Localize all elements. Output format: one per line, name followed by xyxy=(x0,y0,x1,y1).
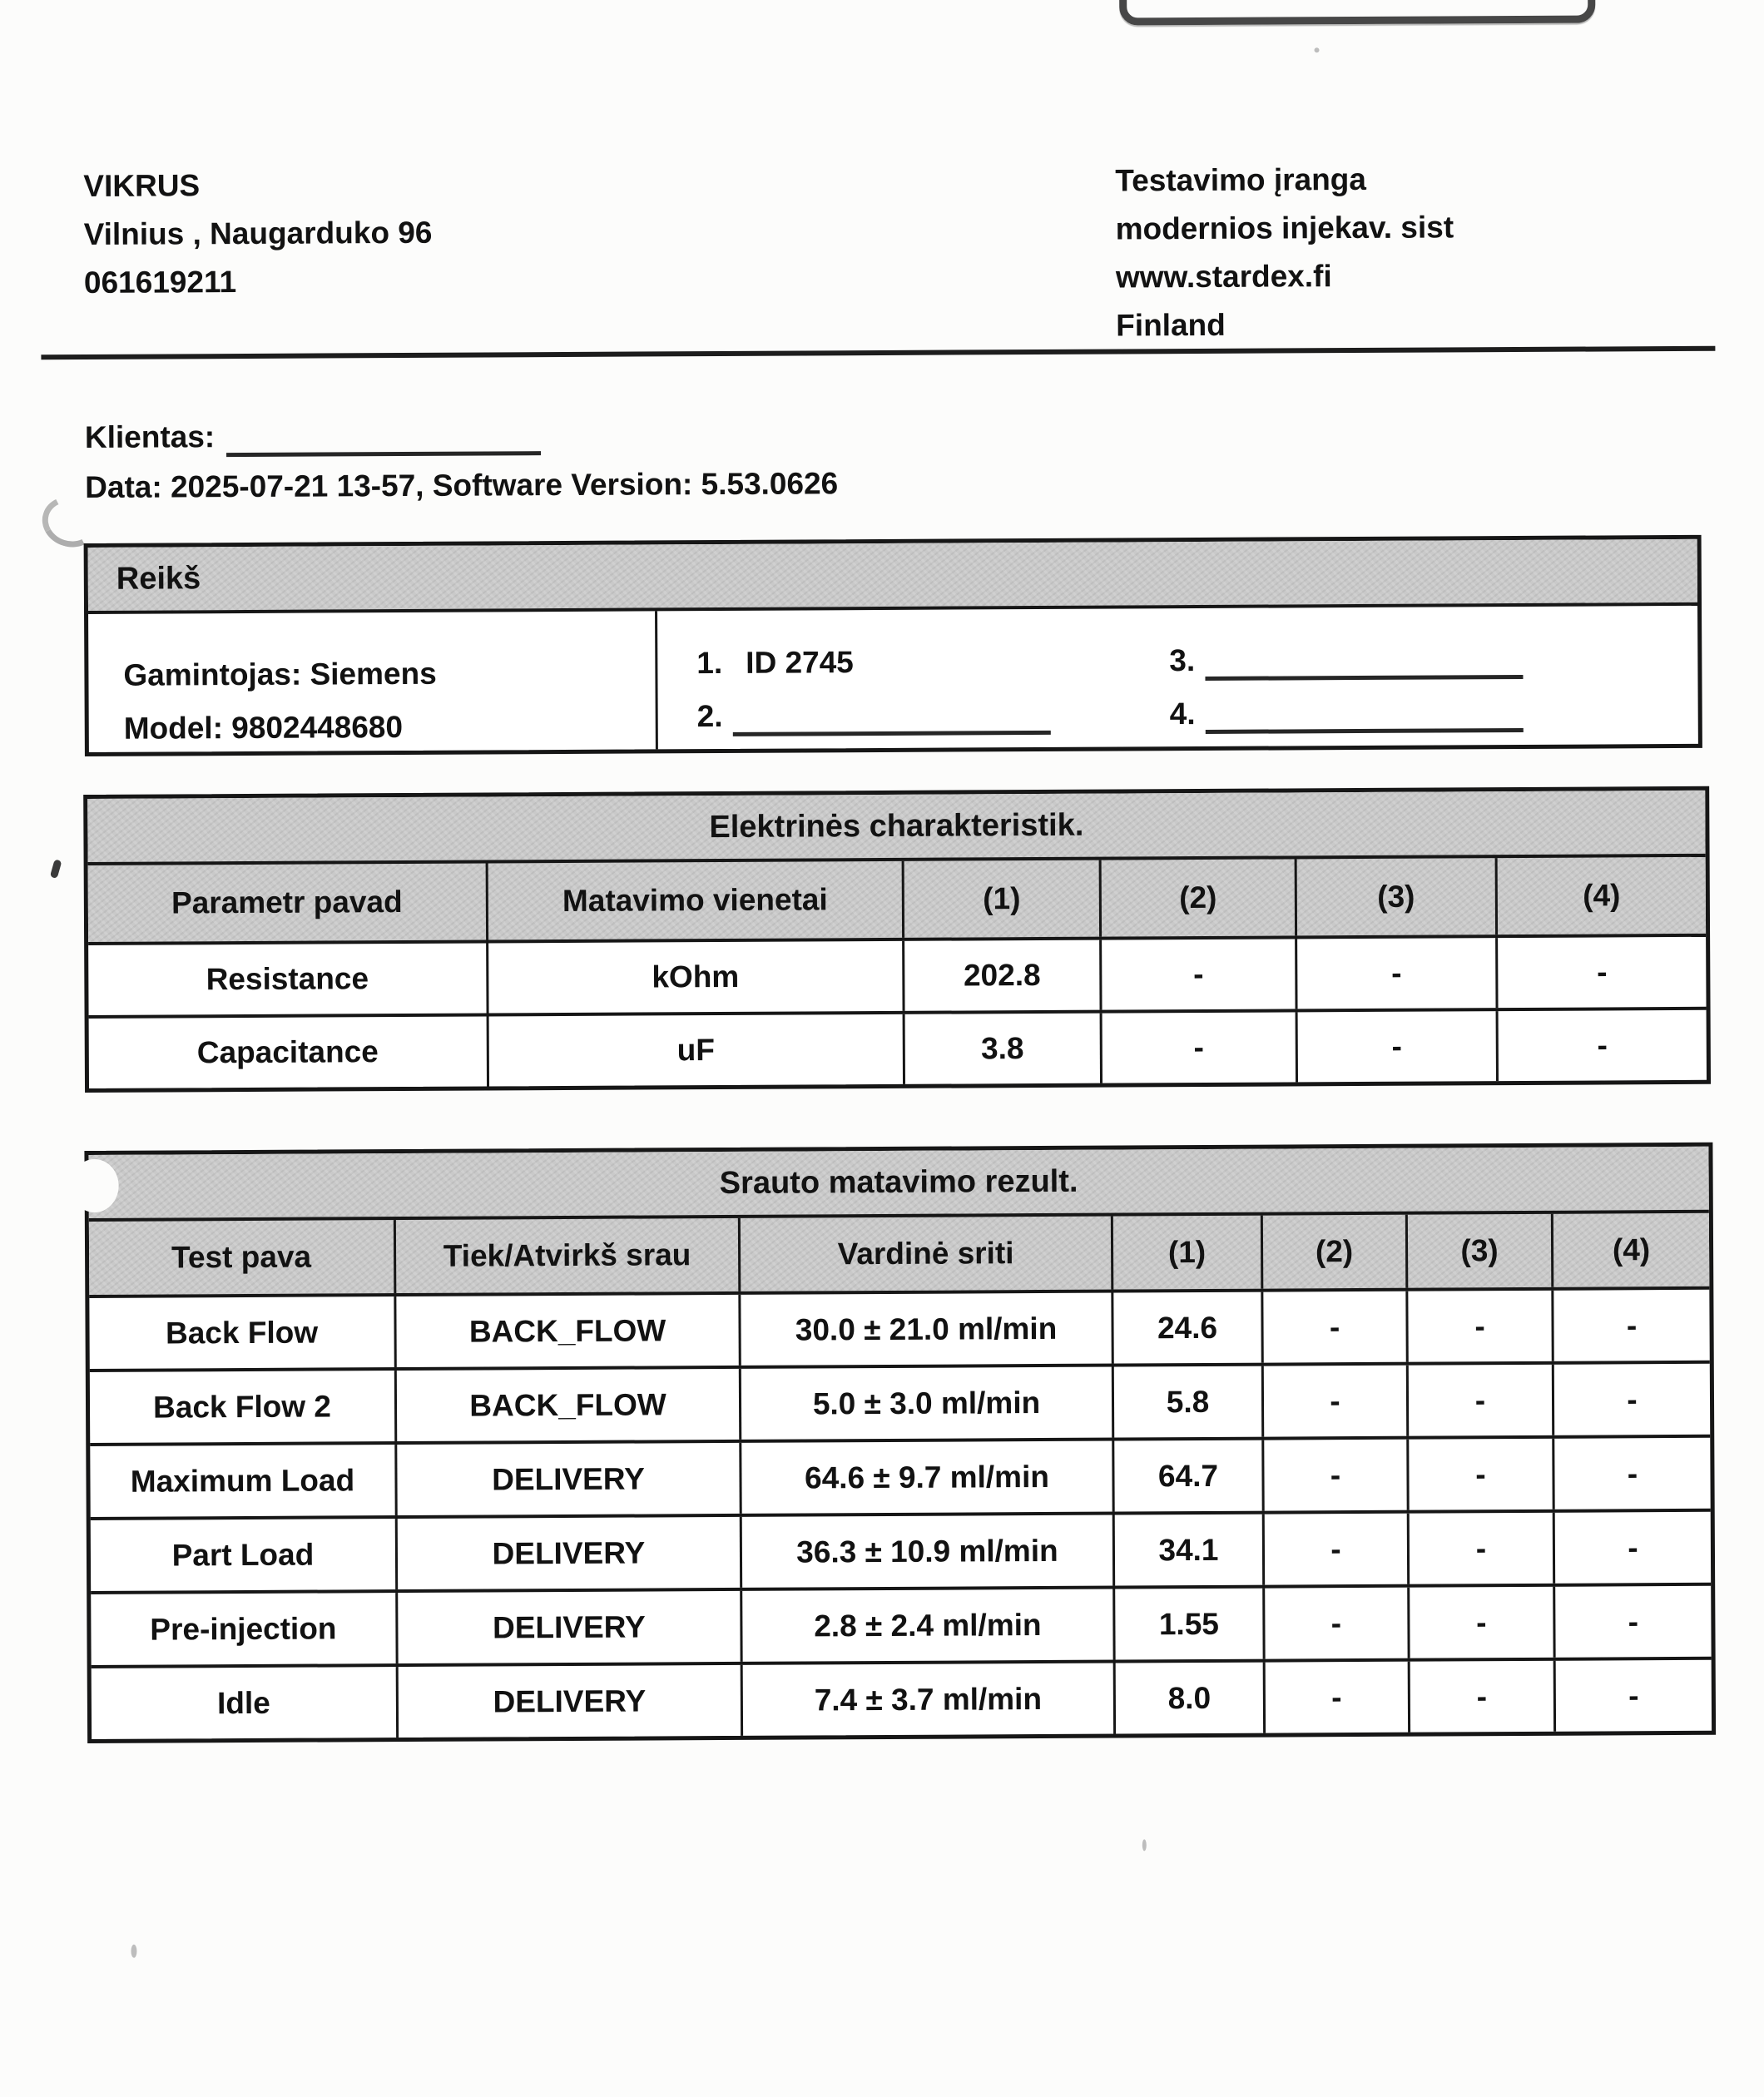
spec-field-2 xyxy=(697,697,1051,736)
table-cell: - xyxy=(1406,1439,1552,1510)
table-cell: - xyxy=(1100,1012,1296,1083)
spec-field-1 xyxy=(696,645,854,681)
company-address: Vilnius , Naugarduko 96 xyxy=(83,215,433,252)
manufacturer-line: Gamintojas: Siemens xyxy=(123,656,437,692)
table-cell: 5.8 xyxy=(1112,1366,1261,1438)
client-line xyxy=(85,418,541,458)
model-line: Model: 9802448680 xyxy=(123,710,404,746)
table-cell: - xyxy=(1552,1364,1710,1435)
equipment-header-block xyxy=(1115,155,1454,350)
table-cell: - xyxy=(1261,1291,1405,1363)
electrical-header-units: Matavimo vienetai xyxy=(486,861,902,940)
table-cell: - xyxy=(1262,1588,1407,1659)
client-blank-line xyxy=(226,419,541,457)
flow-header-nominal: Vardinė sriti xyxy=(738,1217,1111,1291)
table-cell: BACK_FLOW xyxy=(394,1295,738,1367)
table-cell: - xyxy=(1296,1011,1496,1082)
table-cell: 34.1 xyxy=(1112,1514,1262,1586)
table-cell: 24.6 xyxy=(1111,1292,1261,1364)
table-cell: 5.0 ± 3.0 ml/min xyxy=(739,1367,1112,1440)
spec-field-4 xyxy=(1170,695,1524,734)
flow-header-1: (1) xyxy=(1111,1216,1261,1290)
spec-field-1-label: 1. xyxy=(696,645,723,681)
flow-header-mode: Tiek/Atvirkš srau xyxy=(394,1218,738,1293)
electrical-header-2: (2) xyxy=(1099,859,1295,936)
electrical-table-title: Elektrinės charakteristik. xyxy=(709,807,1084,845)
equipment-line-1: Testavimo įranga xyxy=(1115,161,1367,198)
table-cell: 36.3 ± 10.9 ml/min xyxy=(740,1515,1112,1588)
ink-comma-scan-artifact xyxy=(50,859,62,879)
table-cell: 2.8 ± 2.4 ml/min xyxy=(740,1589,1112,1662)
table-cell: DELIVERY xyxy=(394,1443,739,1515)
table-cell: - xyxy=(1406,1365,1552,1436)
table-cell: - xyxy=(1262,1514,1407,1585)
spec-field-2-label: 2. xyxy=(696,698,723,734)
table-cell: - xyxy=(1553,1660,1712,1732)
date-software-line: Data: 2025-07-21 13-57, Software Version: 5.53.0626 xyxy=(85,466,839,505)
table-cell: Idle xyxy=(216,1685,270,1720)
header-divider-rule xyxy=(41,346,1715,360)
table-cell: 30.0 ± 21.0 ml/min xyxy=(738,1293,1111,1366)
manufacturer-block xyxy=(123,647,437,756)
electrical-header-3: (3) xyxy=(1295,858,1495,935)
electrical-row-resistance xyxy=(88,934,1706,1015)
flow-row-pre-injection xyxy=(91,1583,1711,1665)
table-cell: - xyxy=(1552,1438,1710,1510)
electrical-table xyxy=(83,786,1711,1093)
spec-table xyxy=(84,535,1702,756)
spec-table-title: Reikš xyxy=(116,560,201,597)
spec-field-3-blank-line xyxy=(1205,643,1523,681)
scan-speck-artifact xyxy=(1315,47,1320,52)
table-cell: DELIVERY xyxy=(395,1591,740,1663)
spec-table-divider xyxy=(655,611,658,749)
electrical-row-capacitance xyxy=(89,1007,1707,1088)
table-cell: Back Flow xyxy=(165,1315,319,1351)
table-cell: kOhm xyxy=(486,941,902,1014)
table-cell: 8.0 xyxy=(1113,1663,1263,1734)
table-cell: - xyxy=(1405,1291,1551,1362)
table-cell: Resistance xyxy=(206,961,369,997)
flow-table xyxy=(84,1143,1716,1743)
equipment-website: www.stardex.fi xyxy=(1115,259,1332,295)
equipment-country: Finland xyxy=(1116,307,1226,343)
flow-row-maximum-load xyxy=(90,1435,1710,1517)
flow-header-test: Test pava xyxy=(171,1239,312,1275)
table-cell: - xyxy=(1261,1366,1406,1437)
table-cell: - xyxy=(1553,1586,1711,1658)
spec-table-body xyxy=(88,602,1698,752)
table-cell: 7.4 ± 3.7 ml/min xyxy=(741,1663,1113,1736)
table-cell: - xyxy=(1496,1010,1707,1081)
spec-field-1-value: ID 2745 xyxy=(746,645,854,680)
table-cell: - xyxy=(1551,1290,1709,1361)
table-cell: Pre-injection xyxy=(150,1610,337,1647)
table-cell: - xyxy=(1495,937,1706,1008)
table-cell: DELIVERY xyxy=(396,1665,741,1738)
flow-row-back-flow-2 xyxy=(90,1361,1710,1443)
table-cell: 64.6 ± 9.7 ml/min xyxy=(739,1441,1112,1514)
table-cell: 64.7 xyxy=(1112,1440,1261,1512)
client-label: Klientas: xyxy=(84,419,216,455)
flow-header-3: (3) xyxy=(1405,1214,1551,1288)
flow-row-idle xyxy=(92,1657,1712,1739)
flow-row-back-flow xyxy=(89,1286,1709,1369)
table-cell: - xyxy=(1408,1661,1553,1733)
spec-field-3 xyxy=(1169,642,1523,681)
equipment-line-2: modernios injekav. sist xyxy=(1115,210,1454,246)
table-cell: - xyxy=(1261,1440,1406,1511)
table-cell: Back Flow 2 xyxy=(152,1388,332,1425)
table-cell: Capacitance xyxy=(196,1034,379,1070)
table-cell: Maximum Load xyxy=(130,1462,355,1499)
flow-table-title: Srauto matavimo rezult. xyxy=(719,1163,1078,1201)
white-blob-scan-artifact xyxy=(70,1159,118,1212)
table-cell: - xyxy=(1553,1512,1711,1584)
company-name: VIKRUS xyxy=(83,168,201,204)
table-cell: - xyxy=(1099,939,1295,1009)
flow-row-part-load xyxy=(91,1509,1711,1591)
electrical-table-title-bar xyxy=(87,791,1705,862)
spec-field-4-blank-line xyxy=(1205,697,1523,734)
table-cell: Part Load xyxy=(171,1537,315,1572)
table-cell: DELIVERY xyxy=(395,1517,740,1589)
flow-header-4: (4) xyxy=(1551,1213,1709,1287)
table-cell: 1.55 xyxy=(1112,1589,1262,1660)
company-phone: 061619211 xyxy=(83,265,237,300)
workshop-header-block xyxy=(83,161,433,307)
electrical-header-parameter: Parametr pavad xyxy=(171,885,403,920)
table-cell: - xyxy=(1295,938,1495,1009)
table-cell: - xyxy=(1263,1662,1408,1733)
flow-table-header-row xyxy=(89,1210,1709,1295)
electrical-header-4: (4) xyxy=(1495,857,1706,934)
electrical-table-header-row xyxy=(88,854,1706,942)
scan-speck-artifact xyxy=(1142,1839,1147,1851)
cutoff-box-scan-artifact xyxy=(1119,0,1595,25)
flow-table-title-bar xyxy=(88,1147,1708,1218)
spec-field-2-blank-line xyxy=(732,699,1050,736)
table-cell: - xyxy=(1407,1587,1553,1658)
table-cell: - xyxy=(1407,1513,1553,1584)
flow-header-2: (2) xyxy=(1261,1215,1405,1289)
electrical-header-1: (1) xyxy=(902,860,1099,938)
spec-field-4-label: 4. xyxy=(1169,697,1196,731)
table-cell: 3.8 xyxy=(903,1014,1100,1084)
scan-speck-artifact xyxy=(131,1945,136,1958)
table-cell: 202.8 xyxy=(902,940,1099,1011)
table-cell: uF xyxy=(487,1014,903,1087)
spec-table-title-bar xyxy=(88,539,1697,611)
table-cell: BACK_FLOW xyxy=(394,1369,739,1441)
spec-field-3-label: 3. xyxy=(1169,643,1196,678)
